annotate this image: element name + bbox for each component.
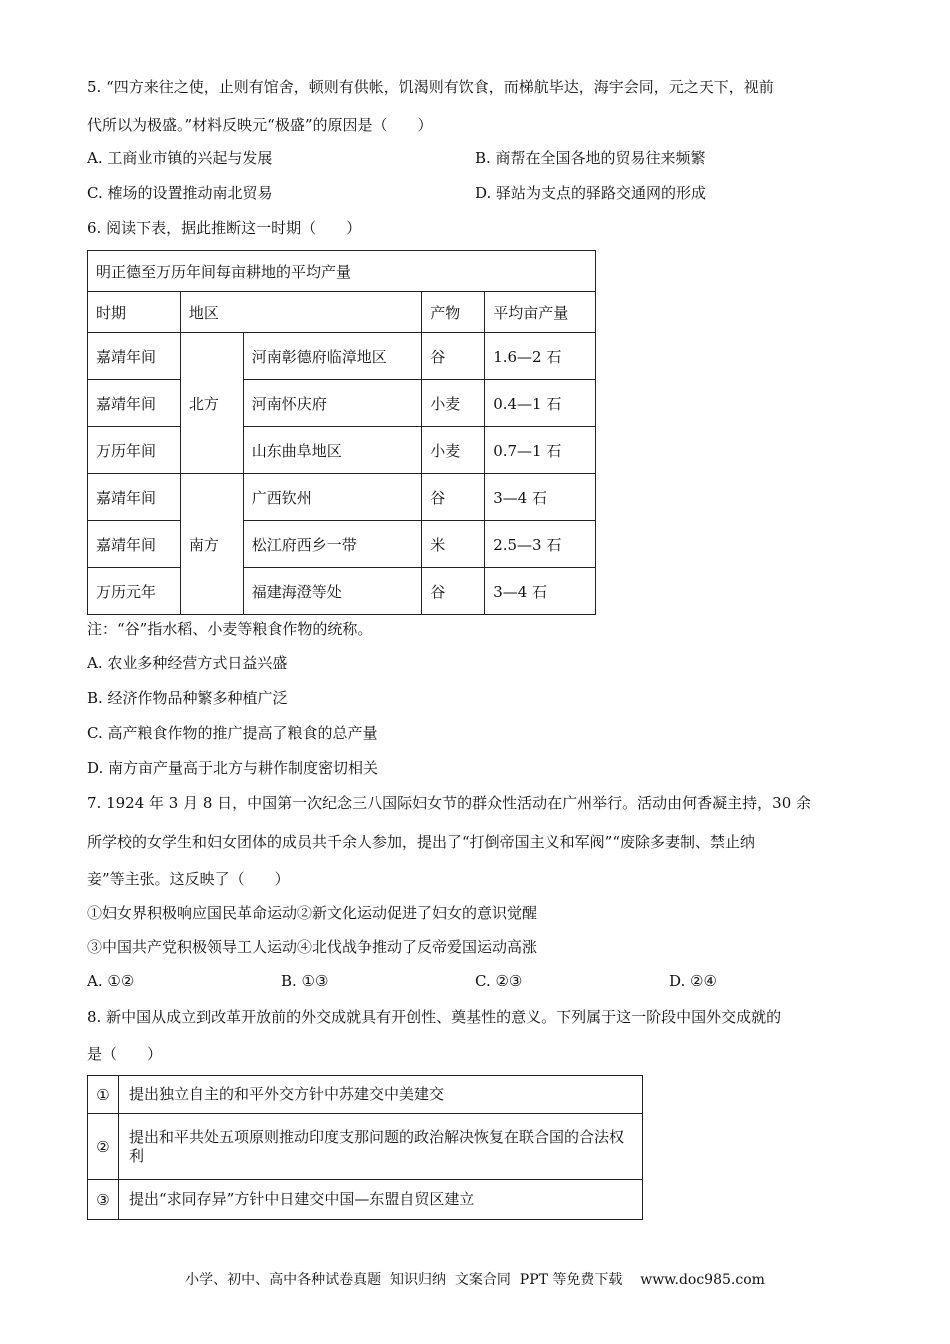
q6-note: 注：“谷”指水稻、小麦等粮食作物的统称。 — [87, 620, 373, 638]
q5-stem-line2: 代所以为极盛。”材料反映元“极盛”的原因是（ ） — [87, 116, 433, 134]
header-period: 时期 — [88, 292, 181, 333]
item-number: ② — [88, 1114, 119, 1180]
q5-option-d: D. 驿站为支点的驿路交通网的形成 — [475, 184, 707, 202]
item-number: ① — [88, 1076, 119, 1114]
q6-option-c: C. 高产粮食作物的推广提高了粮食的总产量 — [87, 724, 378, 742]
table-row — [88, 380, 596, 427]
cell-yield: 3—4 石 — [485, 568, 596, 615]
q5-option-a: A. 工商业市镇的兴起与发展 — [87, 149, 273, 167]
q7-stem-line3: 妾”等主张。这反映了（ ） — [87, 870, 290, 888]
cell-period: 嘉靖年间 — [88, 521, 181, 568]
q7-option-a: A. ①② — [87, 972, 135, 990]
cell-period: 嘉靖年间 — [88, 333, 181, 380]
q7-items-line2: ③中国共产党积极领导工人运动④北伐战争推动了反帝爱国运动高涨 — [87, 938, 538, 956]
q6-stem: 6. 阅读下表，据此推断这一时期（ ） — [87, 219, 362, 237]
cell-period: 万历年间 — [88, 427, 181, 474]
region-north: 北方 — [180, 333, 243, 474]
cell-crop: 谷 — [422, 568, 485, 615]
q7-option-d: D. ②④ — [669, 972, 717, 990]
cell-crop: 米 — [422, 521, 485, 568]
q6-option-b: B. 经济作物品种繁多种植广泛 — [87, 689, 288, 707]
cell-crop: 小麦 — [422, 427, 485, 474]
yield-table — [87, 250, 596, 615]
q7-stem-line1: 7. 1924 年 3 月 8 日，中国第一次纪念三八国际妇女节的群众性活动在广州举行。活动由何香凝主持，30 余 — [87, 794, 812, 812]
table-row — [88, 568, 596, 615]
cell-place: 山东曲阜地区 — [243, 427, 422, 474]
header-crop: 产物 — [422, 292, 485, 333]
region-south: 南方 — [180, 474, 243, 615]
table-row — [88, 1114, 643, 1180]
table-row — [88, 333, 596, 380]
table-row — [88, 1076, 643, 1114]
cell-crop: 小麦 — [422, 380, 485, 427]
table-row — [88, 427, 596, 474]
cell-period: 万历元年 — [88, 568, 181, 615]
cell-yield: 0.7—1 石 — [485, 427, 596, 474]
cell-place: 广西钦州 — [243, 474, 422, 521]
q5-option-b: B. 商帮在全国各地的贸易往来频繁 — [475, 149, 706, 167]
cell-yield: 3—4 石 — [485, 474, 596, 521]
cell-period: 嘉靖年间 — [88, 474, 181, 521]
header-yield: 平均亩产量 — [485, 292, 596, 333]
q5-stem-line1: 5. “四方来往之使，止则有馆舍，顿则有供帐，饥渴则有饮食，而梯航毕达，海宇会同，元之天下，视前 — [87, 78, 774, 96]
cell-yield: 1.6—2 石 — [485, 333, 596, 380]
table-row — [88, 1180, 643, 1220]
q5-option-c: C. 榷场的设置推动南北贸易 — [87, 184, 273, 202]
item-text: 提出独立自主的和平外交方针中苏建交中美建交 — [119, 1076, 643, 1114]
q8-stem-line1: 8. 新中国从成立到改革开放前的外交成就具有开创性、奠基性的意义。下列属于这一阶段中国外交成就的 — [87, 1008, 782, 1026]
cell-crop: 谷 — [422, 474, 485, 521]
item-text: 提出“求同存异”方针中日建交中国—东盟自贸区建立 — [119, 1180, 643, 1220]
cell-place: 福建海澄等处 — [243, 568, 422, 615]
diplomacy-table — [87, 1075, 643, 1220]
page-footer: 小学、初中、高中各种试卷真题 知识归纳 文案合同 PPT 等免费下载 www.doc985.com — [185, 1272, 765, 1288]
item-text: 提出和平共处五项原则推动印度支那问题的政治解决恢复在联合国的合法权利 — [119, 1114, 643, 1180]
q6-option-d: D. 南方亩产量高于北方与耕作制度密切相关 — [87, 759, 379, 777]
cell-yield: 0.4—1 石 — [485, 380, 596, 427]
item-number: ③ — [88, 1180, 119, 1220]
header-region: 地区 — [180, 292, 421, 333]
table-row — [88, 474, 596, 521]
cell-yield: 2.5—3 石 — [485, 521, 596, 568]
q7-items-line1: ①妇女界积极响应国民革命运动②新文化运动促进了妇女的意识觉醒 — [87, 904, 538, 922]
table-row — [88, 521, 596, 568]
q7-stem-line2: 所学校的女学生和妇女团体的成员共千余人参加，提出了“打倒帝国主义和军阀”“废除多妻制、禁止纳 — [87, 833, 756, 851]
q7-option-b: B. ①③ — [281, 972, 329, 990]
q6-option-a: A. 农业多种经营方式日益兴盛 — [87, 654, 288, 672]
q8-stem-line2: 是（ ） — [87, 1045, 163, 1063]
cell-period: 嘉靖年间 — [88, 380, 181, 427]
cell-crop: 谷 — [422, 333, 485, 380]
cell-place: 河南怀庆府 — [243, 380, 422, 427]
q7-option-c: C. ②③ — [475, 972, 523, 990]
cell-place: 河南彰德府临漳地区 — [243, 333, 422, 380]
yield-table-title: 明正德至万历年间每亩耕地的平均产量 — [88, 251, 596, 292]
cell-place: 松江府西乡一带 — [243, 521, 422, 568]
